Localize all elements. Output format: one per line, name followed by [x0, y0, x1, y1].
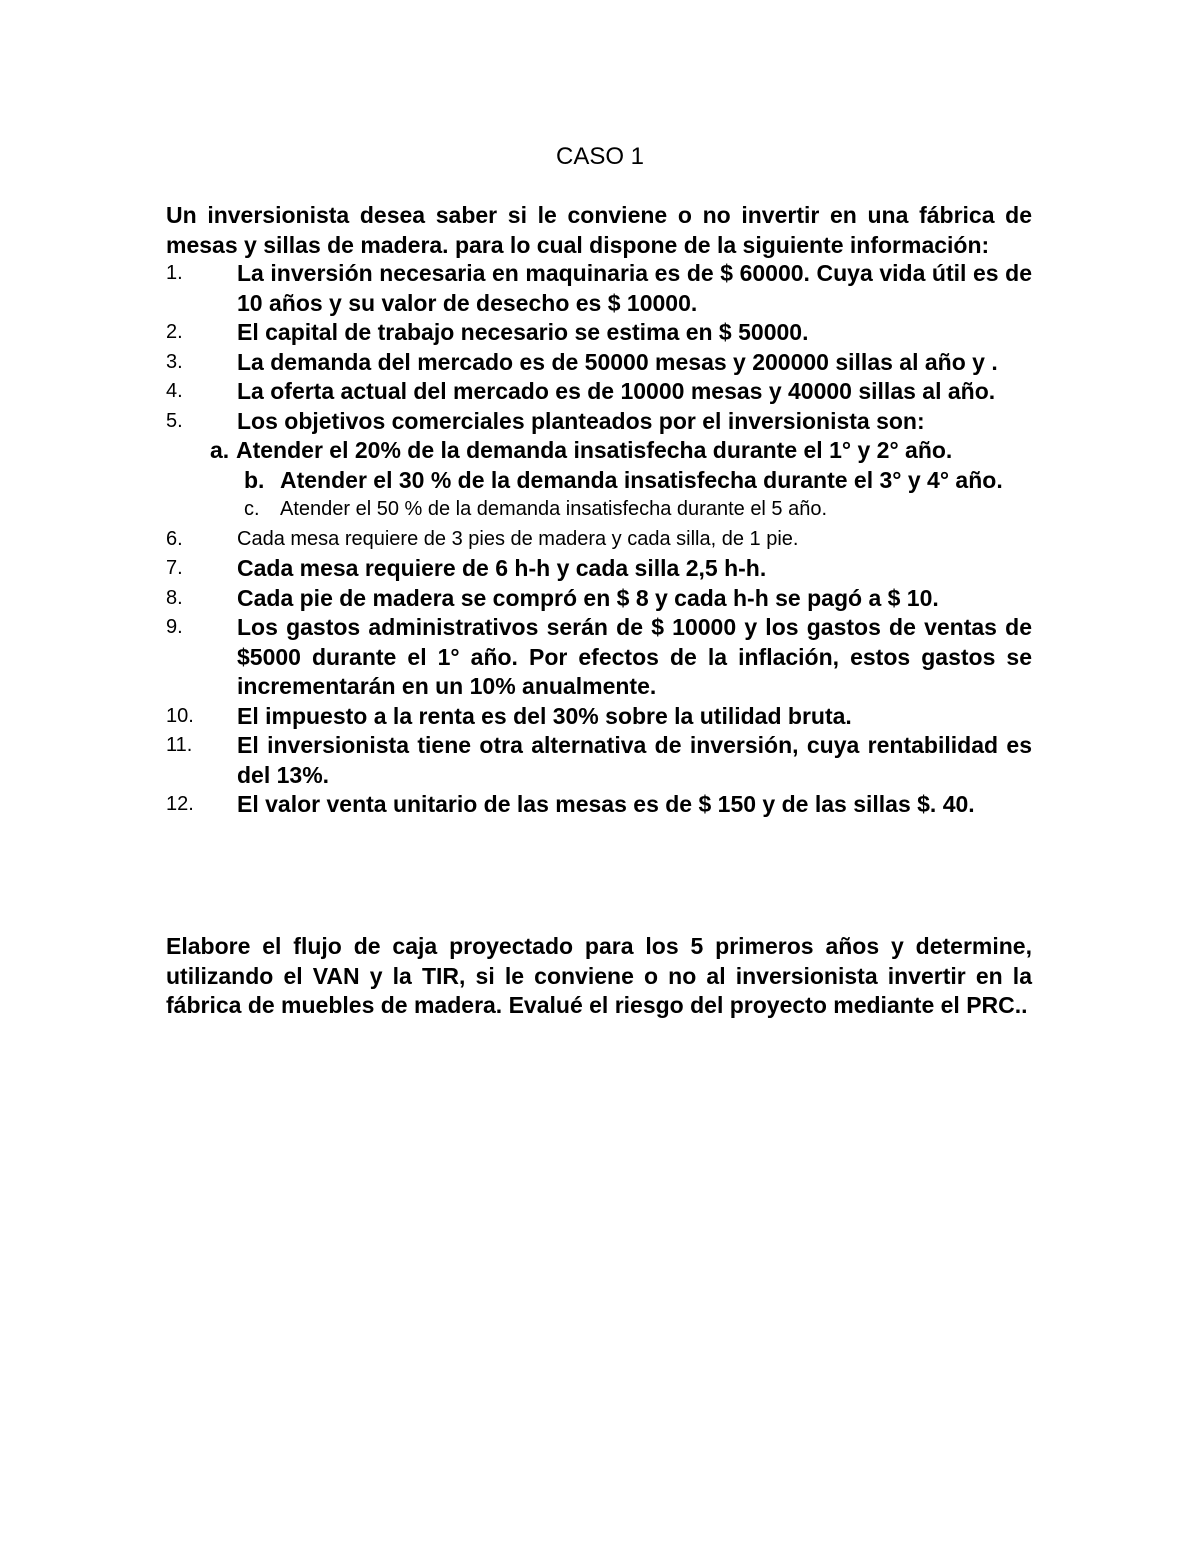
list-item	[166, 259, 1032, 318]
list-item-number: 6.	[166, 527, 183, 550]
list-item-text: Los gastos administrativos serán de $ 10000 y los gastos de ventas de $5000 durante el 1° año. Por efectos de la inflación, estos gastos se incrementarán en un 10% anualmente.	[237, 614, 1032, 699]
list-item-text: El capital de trabajo necesario se estima en $ 50000.	[237, 319, 809, 345]
list-item	[166, 525, 1032, 555]
sub-list-text: Atender el 30 % de la demanda insatisfecha durante el 3° y 4° año.	[280, 466, 1003, 493]
list-item-text: Cada mesa requiere de 6 h-h y cada silla 2,5 h-h.	[237, 555, 767, 581]
list-item	[166, 790, 1032, 820]
list-item-number: 8.	[166, 586, 183, 609]
list-item-number: 9.	[166, 616, 183, 638]
numbered-list	[166, 259, 1032, 820]
list-item-text: Cada pie de madera se compró en $ 8 y cada h-h se pagó a $ 10.	[237, 584, 939, 611]
list-item	[166, 584, 1032, 614]
list-item	[166, 318, 1032, 348]
list-item-text: La demanda del mercado es de 50000 mesas y 200000 sillas al año y .	[237, 348, 998, 375]
sub-list-text: Atender el 20% de la demanda insatisfecha durante el 1° y 2° año.	[236, 437, 953, 463]
list-item-number: 5.	[166, 409, 183, 432]
list-item-number: 4.	[166, 380, 183, 402]
list-item-text: La oferta actual del mercado es de 10000 mesas y 40000 sillas al año.	[237, 378, 996, 404]
list-item	[166, 554, 1032, 584]
list-item	[166, 407, 1032, 437]
sub-list-marker: c.	[244, 498, 260, 520]
list-item-text: Cada mesa requiere de 3 pies de madera y cada silla, de 1 pie.	[237, 527, 799, 550]
list-item-text: La inversión necesaria en maquinaria es de $ 60000. Cuya vida útil es de 10 años y su valor de desecho es $ 10000.	[237, 260, 1032, 316]
list-item-number: 7.	[166, 557, 183, 579]
list-item-text: Los objetivos comerciales planteados por el inversionista son:	[237, 407, 925, 434]
intro-paragraph: Un inversionista desea saber si le conviene o no invertir en una fábrica de mesas y sillas de madera. para lo cual dispone de la siguiente información:	[166, 202, 1032, 258]
list-item-text: El inversionista tiene otra alternativa de inversión, cuya rentabilidad es del 13%.	[237, 732, 1032, 788]
sub-list-item	[166, 495, 1032, 525]
sub-list-marker: b.	[244, 466, 265, 493]
sub-list-item	[166, 436, 1032, 466]
list-item	[166, 731, 1032, 790]
list-item-text: El impuesto a la renta es del 30% sobre la utilidad bruta.	[237, 702, 852, 729]
list-item-number: 3.	[166, 350, 183, 373]
list-item-number: 1.	[166, 262, 183, 284]
list-item	[166, 377, 1032, 407]
list-item	[166, 348, 1032, 378]
list-item	[166, 702, 1032, 732]
list-item-number: 12.	[166, 793, 194, 815]
list-item-number: 10.	[166, 704, 194, 727]
list-item-number: 11.	[166, 734, 193, 756]
sub-list-marker: a.	[210, 437, 230, 463]
sub-list-text: Atender el 50 % de la demanda insatisfecha durante el 5 año.	[280, 498, 828, 520]
closing-paragraph: Elabore el flujo de caja proyectado para los 5 primeros años y determine, utilizando el VAN y la TIR, si le conviene o no al inversionista invertir en la fábrica de muebles de madera. Evalué el riesgo del proyecto mediante el PRC..	[166, 933, 1032, 1018]
document-title: CASO 1	[555, 143, 645, 170]
sub-list-item	[166, 466, 1032, 496]
list-item-text: El valor venta unitario de las mesas es de $ 150 y de las sillas $. 40.	[237, 791, 975, 817]
list-item-number: 2.	[166, 321, 183, 343]
list-item	[166, 613, 1032, 702]
